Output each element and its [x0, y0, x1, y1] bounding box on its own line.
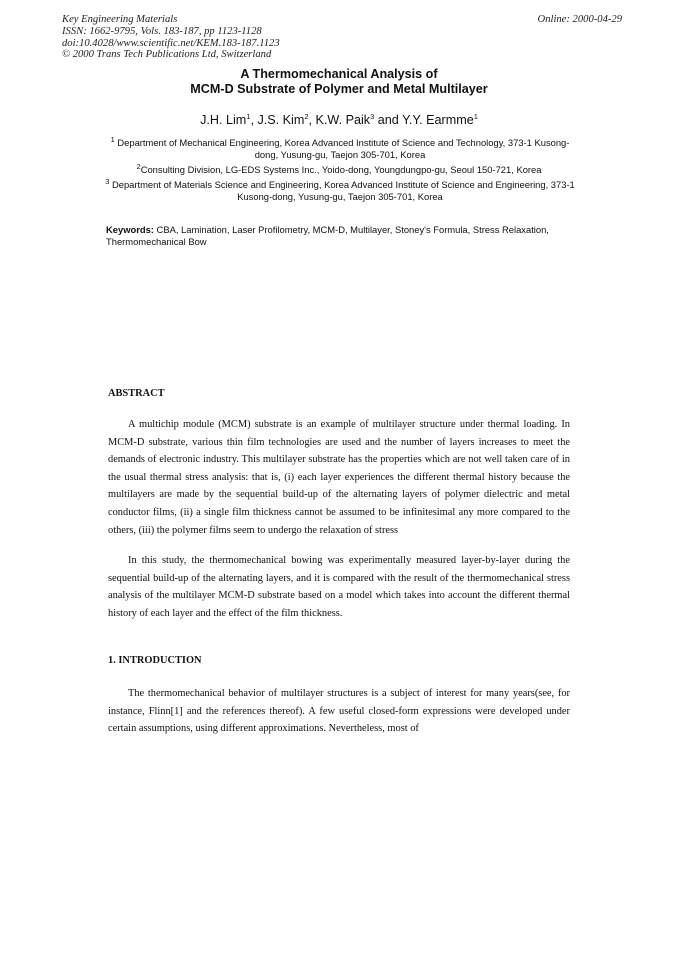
issn-line: ISSN: 1662-9795, Vols. 183-187, pp 1123-1128 [62, 25, 262, 37]
author: J.S. Kim$^2$ [257, 111, 309, 127]
doi-line: doi:10.4028/www.scientific.net/KEM.183-187.1123 [62, 37, 280, 49]
author: Y.Y. Earmme$^1$ [402, 111, 478, 127]
introduction-paragraph-1: The thermomechanical behavior of multilayer structures is a subject of interest for many years(see, for instance, Flinn[1] and the references thereof). A few useful closed-form expressions were developed under certain assumptions, using different approximations. Nevertheless, most of [108, 688, 570, 735]
author-list: J.H. Lim$^1$, J.S. Kim$^2$, K.W. Paik$^3$ and Y.Y. Earmme$^1$ [200, 111, 478, 127]
author: J.H. Lim$^1$ [200, 111, 251, 127]
paper-title-line-2: MCM-D Substrate of Polymer and Metal Multilayer [190, 82, 488, 96]
journal-name: Key Engineering Materials [62, 14, 178, 25]
paper-title-line-1: A Thermomechanical Analysis of [240, 67, 438, 81]
abstract-paragraph-2: In this study, the thermomechanical bowing was experimentally measured layer-by-layer during the sequential build-up of the alternating layers, and it is compared with the result of the thermomechanical stress analysis of the multilayer MCM-D substrate based on a model which takes into account the different thermal history of each layer and the effect of the film thickness. [108, 555, 570, 619]
journal-header [62, 14, 622, 61]
keywords-label: Keywords: [106, 224, 154, 235]
introduction-heading: 1. INTRODUCTION [108, 655, 202, 666]
affiliation-3: $^3$ Department of Materials Science and Engineering, Korea Advanced Institute of Science and Engineering, 373-1 Kusong-dong, Yusung-gu, Taejon 305-701, Korea [105, 176, 575, 202]
keywords [106, 224, 566, 248]
affiliation-2: $^2$Consulting Division, LG-EDS Systems Inc., Yoido-dong, Youngdungpo-gu, Seoul 150-721, Korea [136, 161, 542, 175]
copyright-line: © 2000 Trans Tech Publications Ltd, Switzerland [62, 49, 272, 61]
abstract-paragraph-1: A multichip module (MCM) substrate is an example of multilayer structure under thermal loading. In MCM-D substrate, various thin film technologies are used and the number of layers increases to meet the demands of electronic industry. This multilayer substrate has the properties which are not well taken care of in the usual thermal stress analysis: that is, (i) each layer experiences the different thermal history because the multilayers are made by the sequential build-up of the alternating layers of polymer dielectric and metal conductor films, (ii) a single film thickness cannot be assumed to be infinitesimal any more compared to the others, (iii) the polymer films seem to undergo the relaxation of stress [108, 419, 570, 536]
affiliation-1: $^1$ Department of Mechanical Engineering, Korea Advanced Institute of Science and Technology, 373-1 Kusong-dong, Yusung-gu, Taejon 305-701, Korea [110, 134, 570, 160]
online-date: Online: 2000-04-29 [537, 14, 622, 25]
abstract-heading: ABSTRACT [108, 388, 165, 399]
author: K.W. Paik$^3$ [315, 111, 375, 127]
keywords-text: CBA, Lamination, Laser Profilometry, MCM-D, Multilayer, Stoney's Formula, Stress Relaxation, Thermomechanical Bow [106, 224, 549, 247]
